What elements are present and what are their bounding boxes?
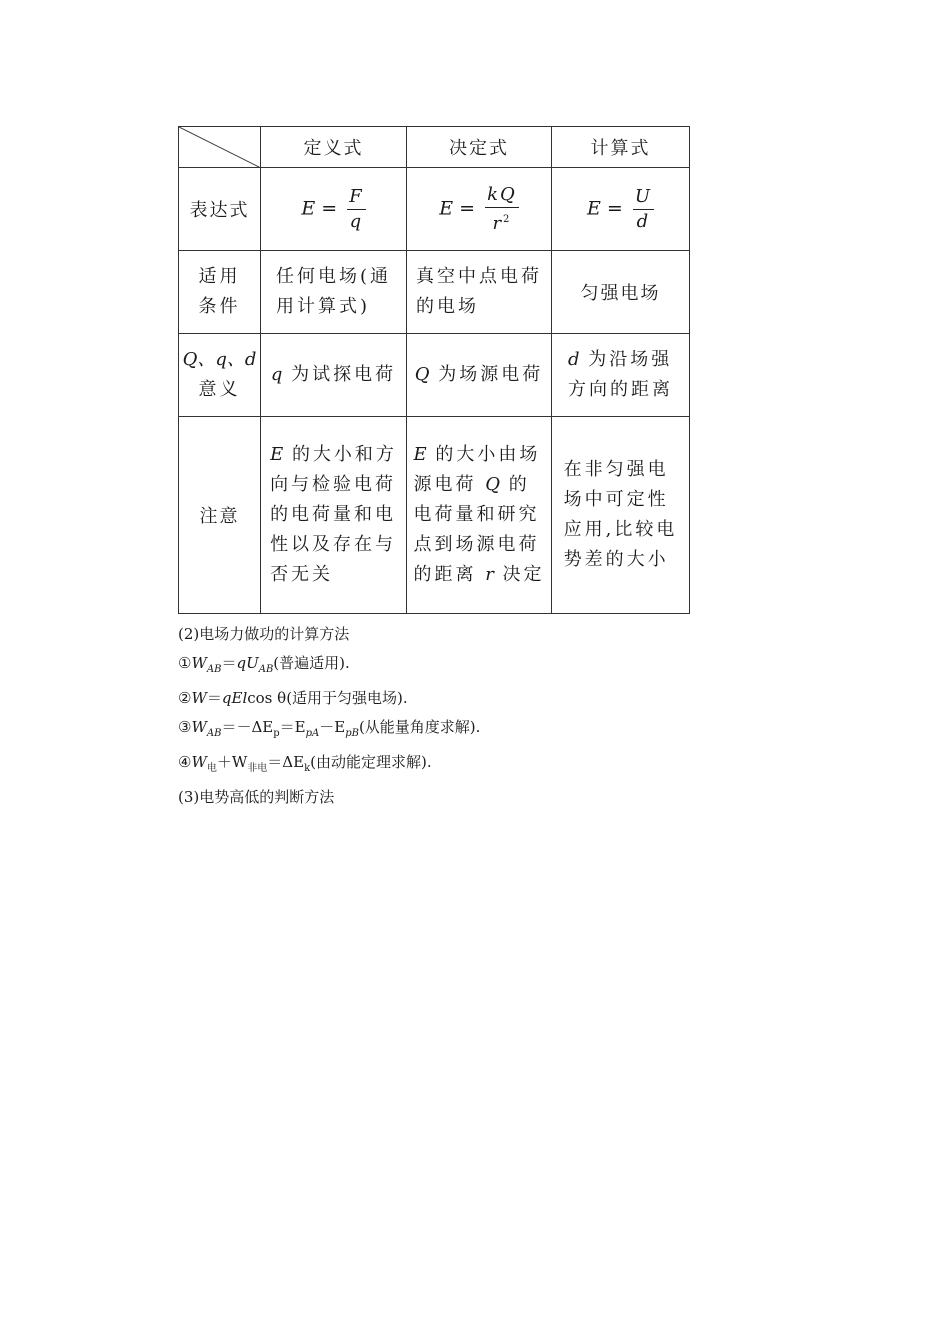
corner-cell (179, 127, 261, 168)
row-label-expression: 表达式 (179, 168, 261, 251)
formula-determination: E = $\frac{kQ}{r^2}$ (407, 168, 552, 251)
note-calculation: 在非匀强电 场中可定性 应用,比较电 势差的大小 (552, 417, 690, 614)
method-item-4: $④W_电+W_{非电}=\Delta E_k$(由动能定理求解). (178, 753, 432, 774)
applicable-calculation: 匀强电场 (552, 251, 690, 334)
header-calculation: 计算式 (552, 127, 690, 168)
row-label-meaning: Q、q、d 意义 (179, 334, 261, 417)
work-calculation-methods (178, 620, 480, 812)
row-label-note: 注意 (179, 417, 261, 614)
table-row-note (179, 417, 690, 614)
meaning-definition: q 为试探电荷 (261, 334, 407, 417)
note-definition: E 的大小和方 向与检验电荷 的电荷量和电 性以及存在与 否无关 (261, 417, 407, 614)
table-header-row (179, 127, 690, 168)
section-heading-potential: (3)电势高低的判断方法 (178, 788, 335, 806)
method-item-1: $①W_{AB}=qU_{AB}$(普遍适用). (178, 654, 350, 675)
electric-field-formula-table (178, 126, 690, 614)
meaning-calculation: d 为沿场强 方向的距离 (552, 334, 690, 417)
section-heading-work: (2)电场力做功的计算方法 (178, 625, 350, 643)
applicable-determination: 真空中点电荷 的电场 (407, 251, 552, 334)
note-determination: E 的大小由场 源电荷 Q 的 电荷量和研究 点到场源电荷 的距离 r 决定 (407, 417, 552, 614)
table-row-meaning (179, 334, 690, 417)
table-row-applicable (179, 251, 690, 334)
method-item-2: ②W＝qElcos θ(适用于匀强电场). (178, 689, 408, 707)
corner-diagonal-line (179, 127, 261, 168)
formula-definition: E = $\frac{F}{q}$ (261, 168, 407, 251)
meaning-determination: Q 为场源电荷 (407, 334, 552, 417)
header-determination: 决定式 (407, 127, 552, 168)
applicable-definition: 任何电场(通 用计算式) (261, 251, 407, 334)
header-definition: 定义式 (261, 127, 407, 168)
formula-calculation: E = $\frac{U}{d}$ (552, 168, 690, 251)
row-label-applicable: 适用 条件 (179, 251, 261, 334)
table-row-expression (179, 168, 690, 251)
method-item-3: $③W_{AB}=-\Delta E_p=E_{pA}-E_{pB}$(从能量角度求解). (178, 718, 481, 739)
